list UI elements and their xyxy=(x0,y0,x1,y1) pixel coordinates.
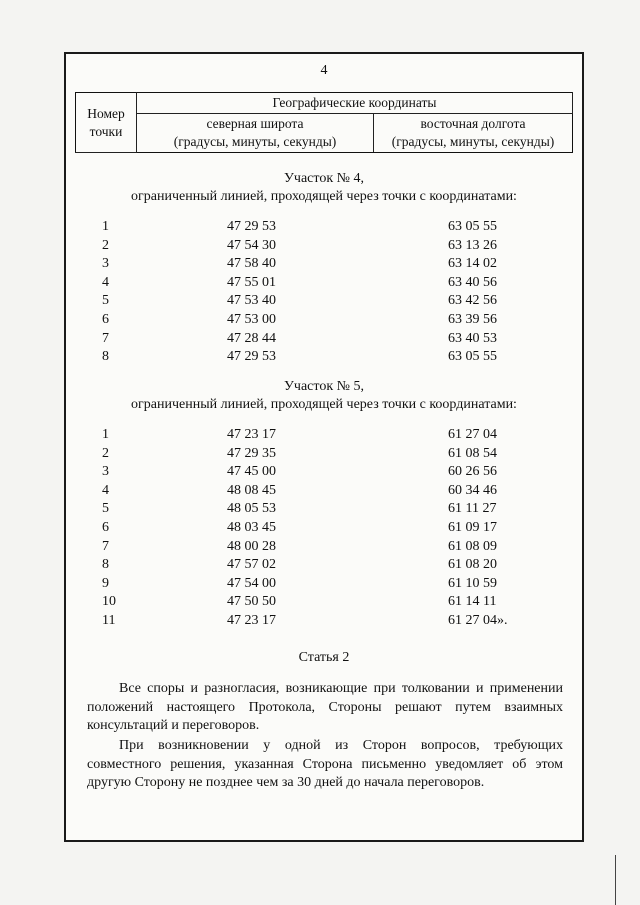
longitude-value: 61 09 17 xyxy=(448,519,497,535)
coordinate-row xyxy=(66,463,582,482)
plot-5-subtitle: ограниченный линией, проходящей через точки с координатами: xyxy=(131,397,517,412)
latitude-value: 48 03 45 xyxy=(227,519,276,535)
latitude-value: 48 08 45 xyxy=(227,482,276,498)
longitude-value: 63 40 53 xyxy=(448,330,497,346)
coordinate-row xyxy=(66,311,582,330)
point-number-header: Номер точки xyxy=(76,93,137,153)
point-number: 7 xyxy=(102,538,109,554)
latitude-value: 47 29 53 xyxy=(227,219,276,234)
plot-4-section xyxy=(66,170,582,367)
latitude-value: 47 55 01 xyxy=(227,274,276,290)
latitude-value: 47 57 02 xyxy=(227,557,276,573)
point-number: 5 xyxy=(102,293,109,309)
coordinate-row xyxy=(66,575,582,594)
longitude-value: 63 13 26 xyxy=(448,237,497,253)
document-page xyxy=(64,52,584,842)
latitude-value: 47 50 50 xyxy=(227,594,276,610)
latitude-value: 47 29 53 xyxy=(227,349,276,365)
plot-4-title: Участок № 4, xyxy=(284,171,364,186)
latitude-value: 47 54 00 xyxy=(227,575,276,591)
point-number: 10 xyxy=(102,594,116,610)
longitude-value: 61 27 04 xyxy=(448,427,497,442)
point-number: 8 xyxy=(102,557,109,573)
longitude-value: 61 08 09 xyxy=(448,538,497,554)
coordinate-row xyxy=(66,274,582,293)
plot-5-section xyxy=(66,378,582,631)
point-number: 5 xyxy=(102,501,109,517)
latitude-value: 47 53 00 xyxy=(227,311,276,327)
latitude-value: 47 58 40 xyxy=(227,256,276,272)
point-number: 4 xyxy=(102,274,109,290)
longitude-value: 60 34 46 xyxy=(448,482,497,498)
coordinate-row xyxy=(66,445,582,464)
longitude-value: 61 14 11 xyxy=(448,594,497,610)
point-number: 1 xyxy=(102,219,109,234)
longitude-value: 63 39 56 xyxy=(448,311,497,327)
longitude-value: 60 26 56 xyxy=(448,464,497,480)
point-number: 7 xyxy=(102,330,109,346)
latitude-value: 47 45 00 xyxy=(227,464,276,480)
coordinate-row xyxy=(66,237,582,256)
longitude-header xyxy=(374,114,573,153)
latitude-header xyxy=(137,114,374,153)
plot-4-subtitle: ограниченный линией, проходящей через точки с координатами: xyxy=(131,189,517,204)
latitude-value: 47 23 17 xyxy=(227,612,276,628)
point-number: 1 xyxy=(102,427,109,442)
point-number: 11 xyxy=(102,612,116,628)
latitude-value: 47 28 44 xyxy=(227,330,276,346)
point-number: 9 xyxy=(102,575,109,591)
article-paragraph-1: Все споры и разногласия, возникающие при толковании и применении положений настоящего Протокола, Стороны решают путем взаимных консультаций и переговоров. xyxy=(87,681,563,733)
coordinates-table-header xyxy=(75,92,573,153)
plot-5-coordinates xyxy=(66,426,582,631)
latitude-value: 48 00 28 xyxy=(227,538,276,554)
latitude-units: (градусы, минуты, секунды) xyxy=(173,134,337,149)
latitude-value: 47 23 17 xyxy=(227,427,276,442)
coordinate-row xyxy=(66,330,582,349)
point-number: 6 xyxy=(102,311,109,327)
point-number: 3 xyxy=(102,256,109,272)
latitude-value: 48 05 53 xyxy=(227,501,276,517)
longitude-value: 63 05 55 xyxy=(448,349,497,365)
longitude-value: 63 42 56 xyxy=(448,293,497,309)
longitude-value: 61 11 27 xyxy=(448,501,497,517)
scan-edge-line xyxy=(615,855,616,905)
plot-5-title: Участок № 5, xyxy=(284,379,364,394)
page-number: 4 xyxy=(320,63,328,78)
point-number: 2 xyxy=(102,237,109,253)
longitude-value: 61 08 54 xyxy=(448,445,497,461)
point-number: 4 xyxy=(102,482,109,498)
coordinate-row xyxy=(66,500,582,519)
longitude-value: 61 08 20 xyxy=(448,557,497,573)
latitude-value: 47 54 30 xyxy=(227,237,276,253)
coordinate-row xyxy=(66,556,582,575)
coordinate-row xyxy=(66,538,582,557)
longitude-value: 61 10 59 xyxy=(448,575,497,591)
point-number: 6 xyxy=(102,519,109,535)
point-number: 3 xyxy=(102,464,109,480)
longitude-units: (градусы, минуты, секунды) xyxy=(391,134,555,149)
longitude-value: 63 05 55 xyxy=(448,219,497,234)
plot-4-coordinates xyxy=(66,218,582,367)
coordinate-row xyxy=(66,612,582,631)
longitude-label: восточная долгота xyxy=(420,116,526,131)
point-number: 2 xyxy=(102,445,109,461)
coordinate-row xyxy=(66,593,582,612)
coordinate-row xyxy=(66,255,582,274)
coordinate-row xyxy=(66,519,582,538)
coordinate-row xyxy=(66,482,582,501)
longitude-value: 63 14 02 xyxy=(448,256,497,272)
article-paragraph-2: При возникновении у одной из Сторон вопросов, требующих совместного решения, указанная Сторона письменно уведомляет об этом другую Сторону не позднее чем за 30 дней до начала переговоров. xyxy=(87,738,563,790)
coordinate-row xyxy=(66,348,582,367)
latitude-label: северная широта xyxy=(206,116,304,131)
point-number: 8 xyxy=(102,349,109,365)
coordinate-row xyxy=(66,292,582,311)
latitude-value: 47 29 35 xyxy=(227,445,276,461)
longitude-value: 61 27 04». xyxy=(448,612,508,628)
coordinate-row xyxy=(66,218,582,237)
geo-coordinates-header: Географические координаты xyxy=(137,93,573,114)
longitude-value: 63 40 56 xyxy=(448,274,497,290)
latitude-value: 47 53 40 xyxy=(227,293,276,309)
article-title: Статья 2 xyxy=(298,650,350,665)
coordinate-row xyxy=(66,426,582,445)
